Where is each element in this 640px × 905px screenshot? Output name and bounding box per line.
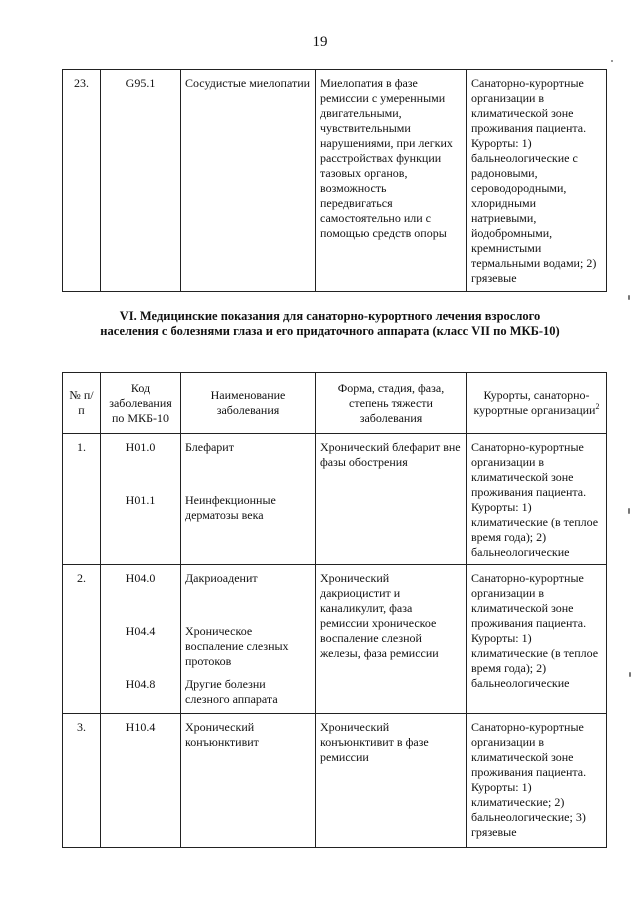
- table-row: [63, 714, 607, 848]
- resorts-cell: Санаторно-курортные организации в климатической зоне проживания пациента. Курорты: 1) климатические; 2) бальнеологические; 3) грязевые: [467, 714, 607, 848]
- resorts-cell: Санаторно-курортные организации в климатической зоне проживания пациента. Курорты: 1) бальнеологические с радоновыми, сероводородными, хлоридными натриевыми, йодобромными, кремнистыми термальными водами; 2) грязевые: [467, 70, 607, 292]
- icd-codes: [101, 434, 181, 565]
- icd-code: G95.1: [101, 70, 181, 292]
- disease-name: Неинфекционные дерматозы века: [185, 493, 276, 522]
- row-number: 2.: [63, 565, 101, 714]
- icd-code: H04.4: [125, 624, 156, 638]
- row-number: 3.: [63, 714, 101, 848]
- disease-names: [181, 714, 316, 848]
- disease-name: Другие болезни слезного аппарата: [185, 677, 278, 706]
- scan-speck: [628, 295, 630, 300]
- table-row: [63, 434, 607, 565]
- disease-name: Хроническое воспаление слезных протоков: [185, 624, 289, 668]
- header-resorts: [467, 373, 607, 434]
- disease-name: Хронический конъюнктивит: [185, 720, 259, 749]
- table-row: [63, 565, 607, 714]
- footnote-mark: 2: [595, 402, 600, 411]
- section-heading: VI. Медицинские показания для санаторно-курортного лечения взрослого населения с болезнями глаза и его придаточного аппарата (класс VII по МКБ-10): [100, 309, 560, 338]
- icd-code: H01.1: [125, 493, 156, 507]
- continuation-table: [62, 69, 607, 292]
- header-disease: Наименование заболевания: [181, 373, 316, 434]
- table-row: [63, 70, 607, 292]
- icd-codes: [101, 565, 181, 714]
- row-number: 23.: [63, 70, 101, 292]
- resorts-cell: Санаторно-курортные организации в климатической зоне проживания пациента. Курорты: 1) климатические (в теплое время года); 2) бальнеологические: [467, 565, 607, 714]
- scan-speck: [628, 508, 630, 514]
- disease-form: Миелопатия в фазе ремиссии с умеренными двигательными, чувствительными нарушениями, при легких расстройствах функции тазовых органов, возможность передвигаться самостоятельно или с помощью средств опоры: [316, 70, 467, 292]
- header-resorts-label: Курорты, санаторно-курортные организации: [473, 388, 596, 417]
- disease-form: Хронический конъюнктивит в фазе ремиссии: [316, 714, 467, 848]
- disease-form: Хронический дакриоцистит и каналикулит, фаза ремиссии хроническое воспаление слезной железы, фаза ремиссии: [316, 565, 467, 714]
- icd-codes: [101, 714, 181, 848]
- icd-code: H01.0: [125, 440, 156, 454]
- icd-code: H10.4: [125, 720, 156, 734]
- disease-names: [181, 565, 316, 714]
- disease-name: Дакриоаденит: [185, 571, 258, 585]
- header-form: Форма, стадия, фаза, степень тяжести заболевания: [316, 373, 467, 434]
- icd-code: H04.0: [125, 571, 156, 585]
- disease-name: Блефарит: [185, 440, 234, 454]
- disease-form: Хронический блефарит вне фазы обострения: [316, 434, 467, 565]
- header-code: Код заболевания по МКБ-10: [101, 373, 181, 434]
- scan-speck: [629, 672, 631, 677]
- indications-table: [62, 372, 607, 848]
- disease-name: Сосудистые миелопатии: [181, 70, 316, 292]
- header-num: № п/п: [63, 373, 101, 434]
- icd-code: H04.8: [125, 677, 156, 691]
- row-number: 1.: [63, 434, 101, 565]
- page-number: 19: [312, 34, 328, 50]
- resorts-cell: Санаторно-курортные организации в климатической зоне проживания пациента. Курорты: 1) климатические (в теплое время года); 2) бальнеологические: [467, 434, 607, 565]
- disease-names: [181, 434, 316, 565]
- scan-speck: [611, 60, 613, 62]
- table-header-row: [63, 373, 607, 434]
